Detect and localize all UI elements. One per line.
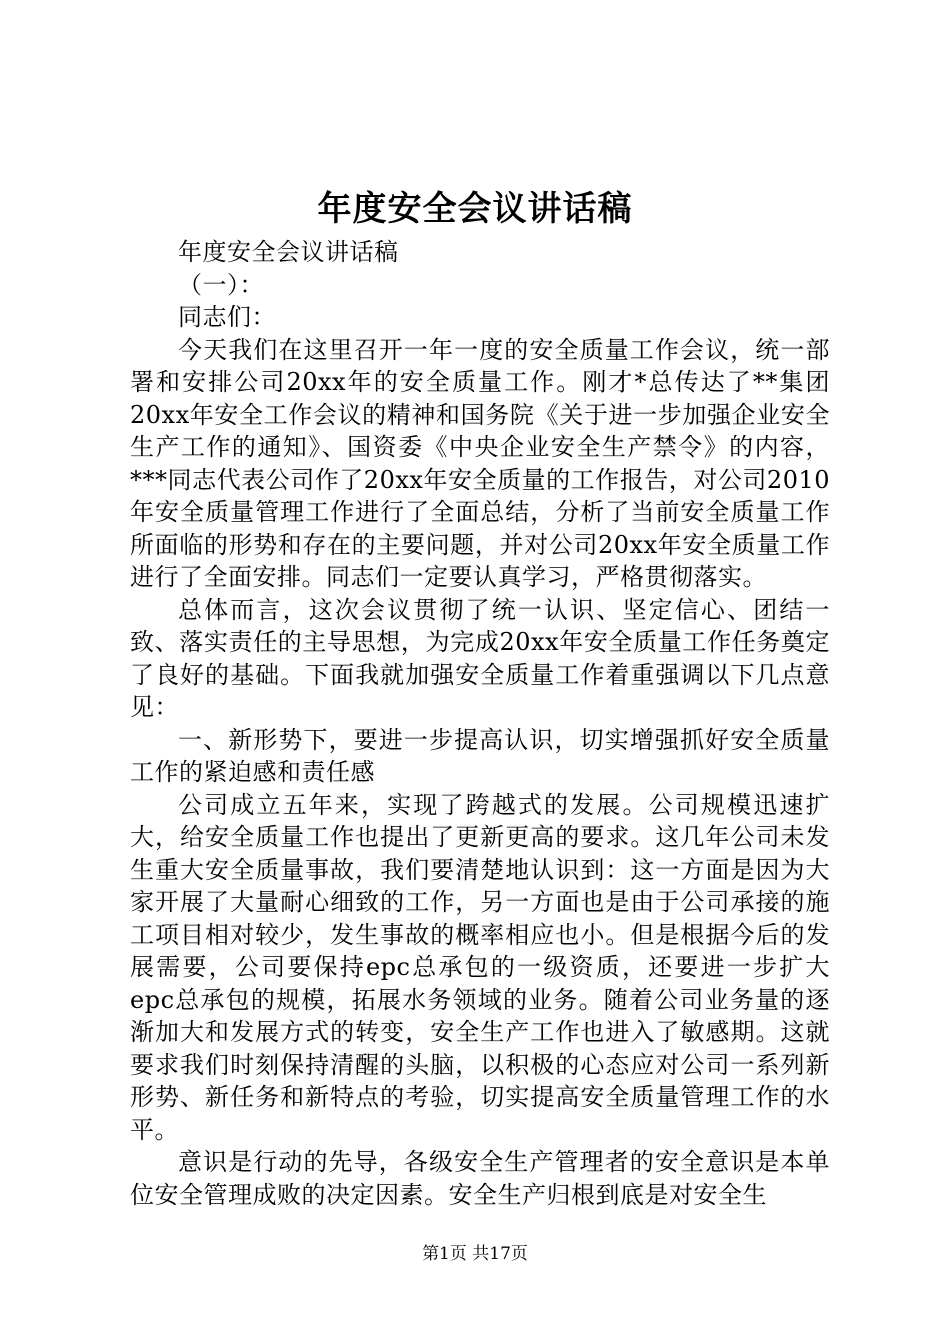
paragraph-intro: 今天我们在这里召开一年一度的安全质量工作会议，统一部署和安排公司20xx年的安全质量工作。刚才*总传达了**集团20xx年安全工作会议的精神和国务院《关于进一步加强企业安全生产工作的通知》、国资委《中央企业安全生产禁令》的内容，***同志代表公司作了20xx年安全质量的工作报告，对公司2010年安全质量管理工作进行了全面总结，分析了当前安全质量工作所面临的形势和存在的主要问题，并对公司20xx年安全质量工作进行了全面安排。同志们一定要认真学习，严格贯彻落实。 [130,335,830,591]
page-number-footer: 第1页 共17页 [422,1244,528,1264]
document-title: 年度安全会议讲话稿 [317,189,633,229]
document-body [130,236,830,1211]
paragraph-awareness: 意识是行动的先导，各级安全生产管理者的安全意识是本单位安全管理成败的决定因素。安全生产归根到底是对安全生 [130,1148,830,1209]
paragraph-section-marker: （一）： [178,270,264,299]
paragraph-company-development: 公司成立五年来，实现了跨越式的发展。公司规模迅速扩大，给安全质量工作也提出了更新更高的要求。这几年公司未发生重大安全质量事故，我们要清楚地认识到：这一方面是因为大家开展了大量耐心细致的工作，另一方面也是由于公司承接的施工项目相对较少，发生事故的概率相应也小。但是根据今后的发展需要，公司要保持epc总承包的一级资质，还要进一步扩大epc总承包的规模，拓展水务领域的业务。随着公司业务量的逐渐加大和发展方式的转变，安全生产工作也进入了敏感期。这就要求我们时刻保持清醒的头脑，以积极的心态应对公司一系列新形势、新任务和新特点的考验，切实提高安全质量管理工作的水平。 [130,790,830,1144]
paragraph-subtitle: 年度安全会议讲话稿 [178,238,399,266]
paragraph-heading-one: 一、新形势下，要进一步提高认识，切实增强抓好安全质量工作的紧迫感和责任感 [130,725,830,786]
paragraph-summary: 总体而言，这次会议贯彻了统一认识、坚定信心、团结一致、落实责任的主导思想，为完成20xx年安全质量工作任务奠定了良好的基础。下面我就加强安全质量工作着重强调以下几点意见： [130,595,830,721]
paragraph-salutation: 同志们： [178,303,276,331]
